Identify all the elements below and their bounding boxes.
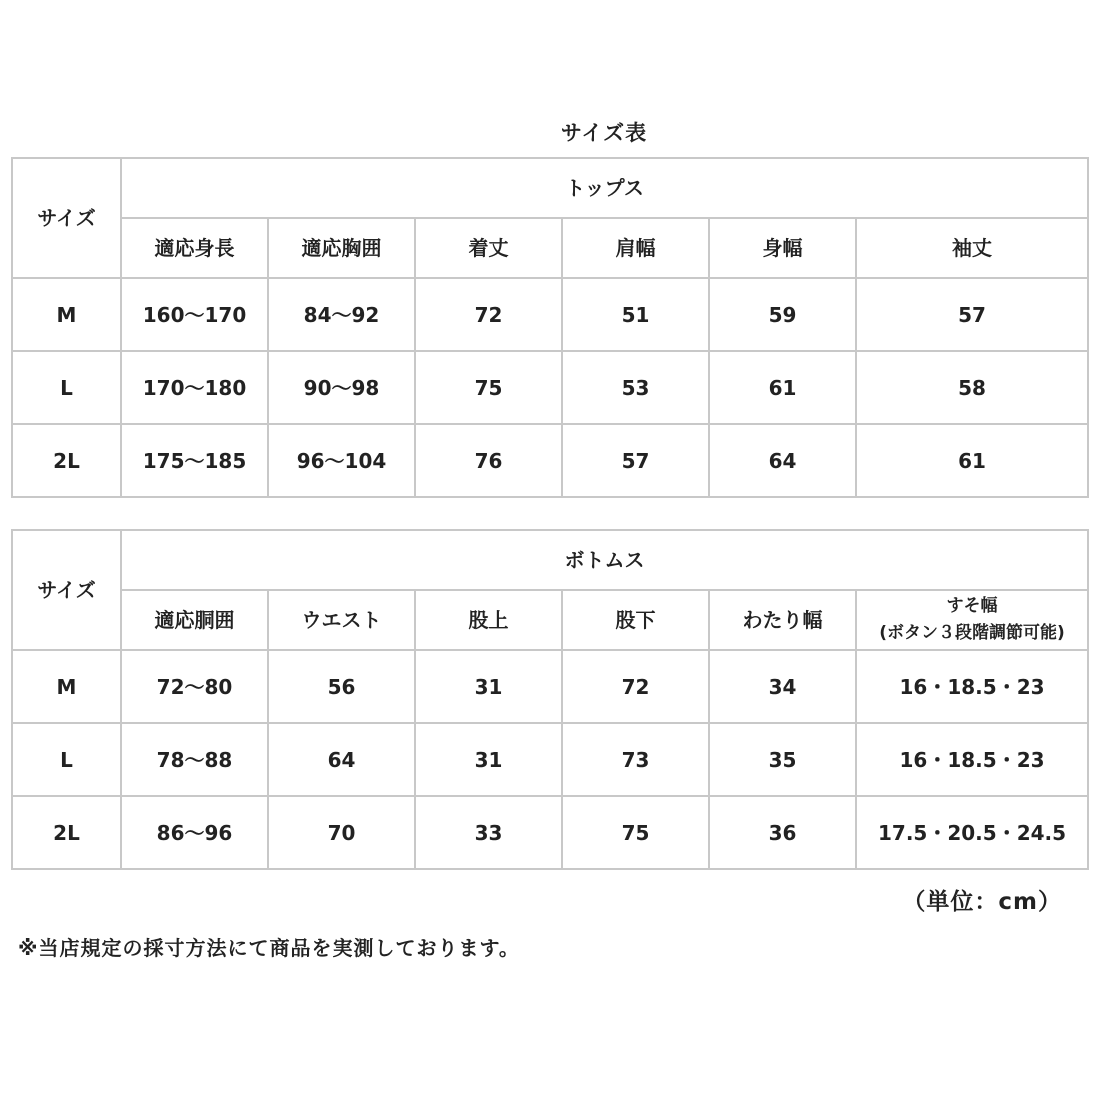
table-cell: 31 (415, 650, 562, 723)
column-header-row (12, 590, 1088, 650)
table-row (12, 424, 1088, 497)
table-cell: 33 (415, 796, 562, 869)
table-cell: 72 (415, 278, 562, 351)
size-cell: M (12, 278, 121, 351)
tops-group-header: トップス (121, 158, 1088, 218)
bottoms-group-header: ボトムス (121, 530, 1088, 590)
column-header-row (12, 218, 1088, 278)
table-cell: 35 (709, 723, 856, 796)
table-cell: 175〜185 (121, 424, 268, 497)
table-cell: 73 (562, 723, 709, 796)
size-cell: M (12, 650, 121, 723)
table-cell: 17.5・20.5・24.5 (856, 796, 1088, 869)
table-cell: 70 (268, 796, 415, 869)
table-cell: 64 (709, 424, 856, 497)
column-header: わたり幅 (709, 590, 856, 650)
table-row (12, 278, 1088, 351)
column-header: 適応胸囲 (268, 218, 415, 278)
size-cell: 2L (12, 796, 121, 869)
table-cell: 57 (562, 424, 709, 497)
table-cell: 51 (562, 278, 709, 351)
column-header: 身幅 (709, 218, 856, 278)
tops-size-table (11, 157, 1089, 498)
column-header: 着丈 (415, 218, 562, 278)
table-cell: 31 (415, 723, 562, 796)
size-cell: L (12, 723, 121, 796)
size-header: サイズ (12, 530, 121, 650)
table-cell: 16・18.5・23 (856, 650, 1088, 723)
table-row (12, 351, 1088, 424)
table-cell: 72〜80 (121, 650, 268, 723)
table-cell: 78〜88 (121, 723, 268, 796)
table-cell: 84〜92 (268, 278, 415, 351)
table-cell: 58 (856, 351, 1088, 424)
table-header-row (12, 158, 1088, 218)
column-header: 適応胴囲 (121, 590, 268, 650)
table-row (12, 796, 1088, 869)
table-cell: 53 (562, 351, 709, 424)
table-cell: 59 (709, 278, 856, 351)
page-title: サイズ表 (560, 121, 648, 145)
table-row (12, 650, 1088, 723)
table-row (12, 723, 1088, 796)
table-cell: 75 (415, 351, 562, 424)
table-cell: 16・18.5・23 (856, 723, 1088, 796)
table-cell: 72 (562, 650, 709, 723)
column-header: 袖丈 (856, 218, 1088, 278)
table-cell: 96〜104 (268, 424, 415, 497)
table-cell: 34 (709, 650, 856, 723)
size-cell: 2L (12, 424, 121, 497)
table-cell: 57 (856, 278, 1088, 351)
table-cell: 64 (268, 723, 415, 796)
column-header: 股上 (415, 590, 562, 650)
bottoms-size-table (11, 529, 1089, 870)
table-cell: 61 (709, 351, 856, 424)
size-cell: L (12, 351, 121, 424)
table-cell: 160〜170 (121, 278, 268, 351)
table-cell: 75 (562, 796, 709, 869)
column-header: 適応身長 (121, 218, 268, 278)
table-cell: 170〜180 (121, 351, 268, 424)
table-header-row (12, 530, 1088, 590)
table-cell: 56 (268, 650, 415, 723)
column-header: 肩幅 (562, 218, 709, 278)
table-cell: 61 (856, 424, 1088, 497)
hem-width-label: すそ幅 (946, 596, 998, 616)
column-header-hem-width (856, 590, 1088, 650)
column-header: ウエスト (268, 590, 415, 650)
table-cell: 76 (415, 424, 562, 497)
size-header: サイズ (12, 158, 121, 278)
unit-note: （単位：cm） (902, 889, 1062, 915)
hem-width-note: (ボタン３段階調節可能) (879, 623, 1065, 643)
measurement-footnote: ※当店規定の採寸方法にて商品を実測しております。 (18, 936, 520, 960)
table-cell: 36 (709, 796, 856, 869)
table-cell: 86〜96 (121, 796, 268, 869)
table-cell: 90〜98 (268, 351, 415, 424)
column-header: 股下 (562, 590, 709, 650)
